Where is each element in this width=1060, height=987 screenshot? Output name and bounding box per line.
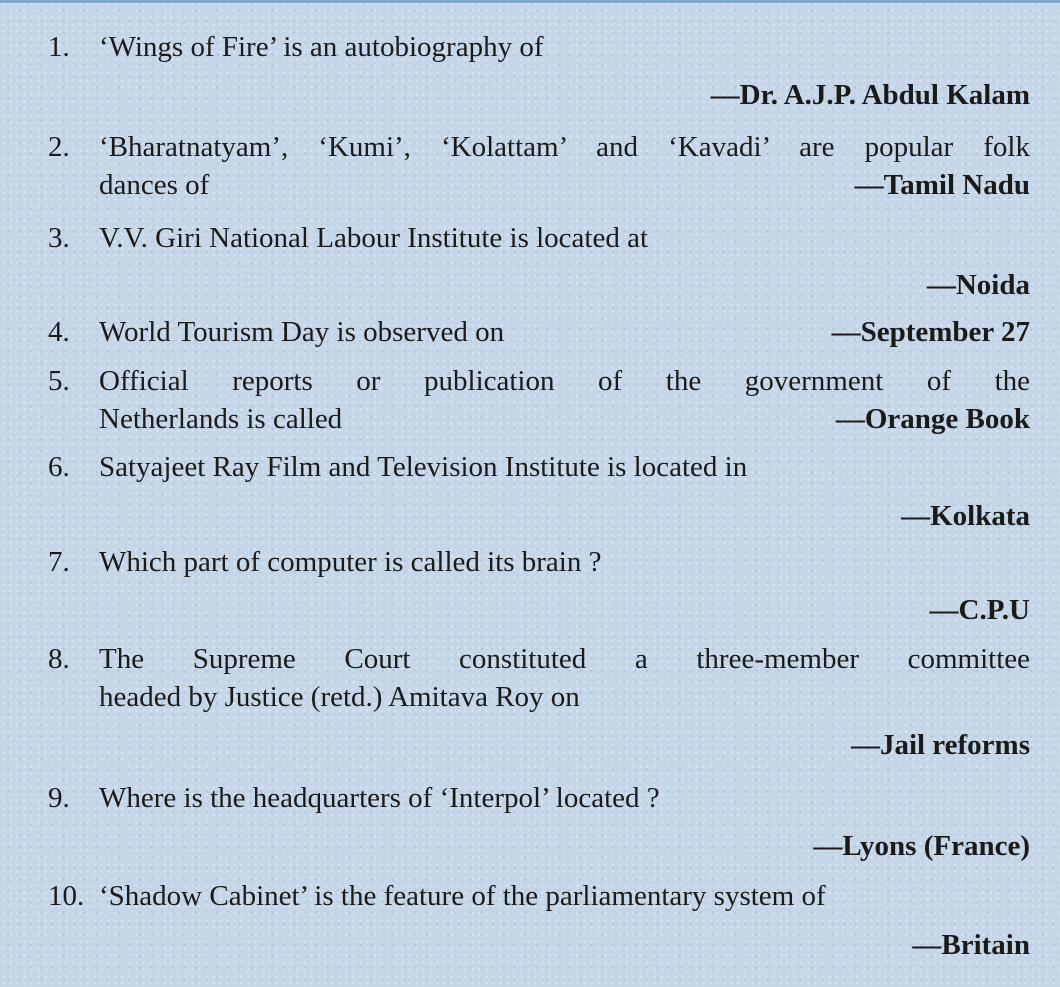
answer-10: —Britain [912,929,1030,961]
question-text-line-1: ‘Bharatnatyam’, ‘Kumi’, ‘Kolattam’ and ‘Kavadi’ are popular folk [99,131,1030,163]
question-number: 9. [48,782,70,814]
question-text: Satyajeet Ray Film and Television Institute is located in [99,451,748,483]
answer-1: —Dr. A.J.P. Abdul Kalam [710,79,1030,111]
top-border [0,0,1060,3]
question-text-line-1: Official reports or publication of the government of the [99,365,1030,397]
question-number: 2. [48,131,70,163]
question-text: V.V. Giri National Labour Institute is located at [99,222,649,254]
answer-3: —Noida [926,269,1030,301]
question-text: Where is the headquarters of ‘Interpol’ located ? [99,782,660,814]
question-text-line-2: Netherlands is called [99,403,343,435]
answer-5: —Orange Book [835,403,1030,435]
question-text-line-2: headed by Justice (retd.) Amitava Roy on [99,681,580,713]
answer-2: —Tamil Nadu [854,169,1030,201]
question-number: 6. [48,451,70,483]
answer-7: —C.P.U [929,594,1030,626]
question-text-line-2: dances of [99,169,210,201]
question-text: Which part of computer is called its brain ? [99,546,602,578]
question-number: 3. [48,222,70,254]
answer-9: —Lyons (France) [813,830,1030,862]
question-number: 10. [48,880,85,912]
question-text-line-1: The Supreme Court constituted a three-member committee [99,643,1030,675]
question-text: ‘Wings of Fire’ is an autobiography of [99,31,544,63]
question-number: 1. [48,31,70,63]
question-number: 5. [48,365,70,397]
question-number: 4. [48,316,70,348]
question-number: 8. [48,643,70,675]
question-text: World Tourism Day is observed on [99,316,505,348]
answer-6: —Kolkata [901,500,1030,532]
question-number: 7. [48,546,70,578]
answer-4: —September 27 [831,316,1030,348]
question-text: ‘Shadow Cabinet’ is the feature of the parliamentary system of [99,880,826,912]
answer-8: —Jail reforms [850,729,1030,761]
